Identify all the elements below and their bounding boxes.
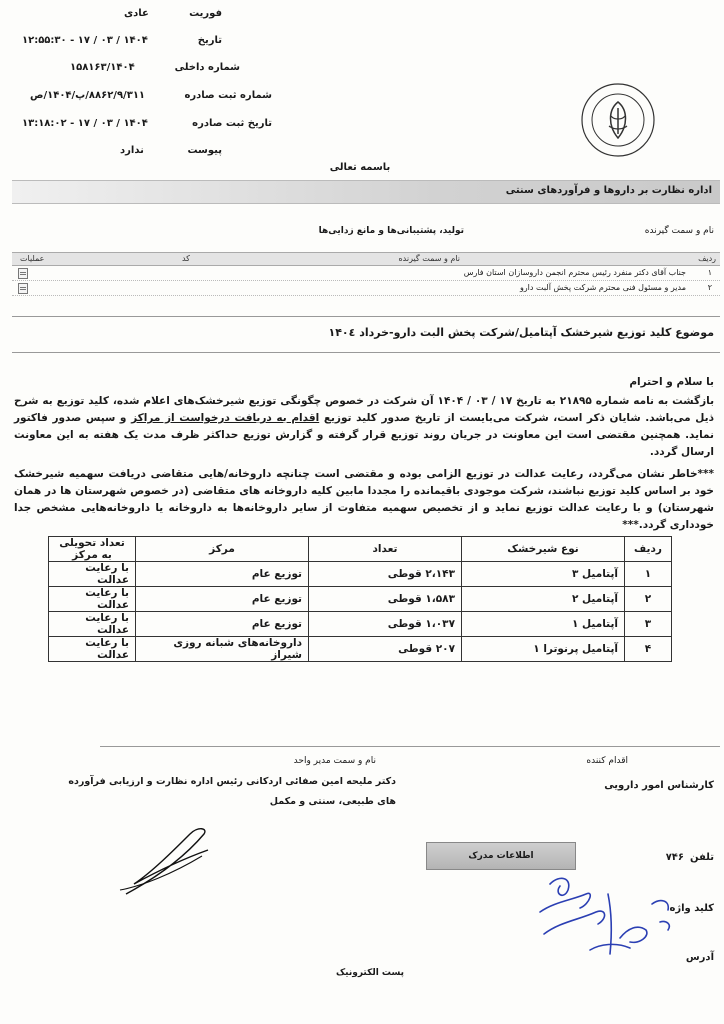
body-paragraph-1: [14, 393, 714, 461]
dist-cell: با رعایت عدالت: [49, 587, 136, 612]
body-paragraph-2: ***خاطر نشان می‌گردد، رعایت عدالت در توزیع الزامی بوده و مقتضی است چنانچه داروخانه/هایی متقاضی دریافت سهمیه شیرخشک خود بر اساس کلید توزیع نباشند، شرکت موجودی باقیمانده را مجددا مابین کلیه داروخانه های متقاضی (در خصوص شهرستان ها در همان شهرستان) و با رعایت عدالت توزیع نماید و از تخصیص سهمیه متفاوت از سایر داروخانه‌ها به داروخانه یا داروخانه‌هایی مشخص جدا خودداری گردد.***: [14, 468, 714, 531]
table-row: [49, 587, 672, 612]
document-icon[interactable]: [18, 283, 28, 294]
dist-header-count: تعداد: [309, 537, 462, 562]
rec-row-num: ۲: [707, 283, 712, 292]
university-logo-icon: [578, 80, 658, 160]
subject: موضوع کلید توزیع شیرخشک آپتامیل/شرکت پخش البت دارو-خرداد ۱۴۰٤: [328, 326, 714, 339]
dist-cell: آپتامیل پرنوترا ۱: [462, 637, 625, 662]
dist-header-center: مرکز: [136, 537, 309, 562]
table-row: [49, 612, 672, 637]
dist-header-type: نوع شیرخشک: [462, 537, 625, 562]
keyword-label: کلید واژه: [669, 903, 714, 914]
rec-row-num: ۱: [707, 268, 712, 277]
rec-header-row: ردیف: [698, 254, 716, 263]
rec-header-ops: عملیات: [20, 254, 45, 263]
date-label: تاریخ: [197, 35, 222, 46]
dist-cell: ۱: [625, 562, 672, 587]
expert-title: کارشناس امور دارویی: [604, 780, 714, 791]
signer-name: دکتر ملیحه امین صفائی اردکانی رئیس اداره نظارت و ارزیابی فرآورده های طبیعی، سنتی و مکمل: [68, 776, 396, 807]
reg-date-value: ۱۴۰۴ / ۰۳ / ۱۷ - ۱۳:۱۸:۰۲: [22, 118, 148, 129]
internal-number-value: ۱۵۸۱۶۳/۱۴۰۴: [70, 62, 135, 73]
address-label: آدرس: [685, 952, 714, 963]
dist-cell: ۳: [625, 612, 672, 637]
dist-cell: داروخانه‌های شبانه روزی شیراز: [136, 637, 309, 662]
dist-cell: آپتامیل ۲: [462, 587, 625, 612]
recipient-value: تولید، پشتیبانی‌ها و مانع زدایی‌ها: [318, 226, 464, 236]
dist-cell: ۱،۰۳۷ قوطی: [309, 612, 462, 637]
dist-cell: توزیع عام: [136, 587, 309, 612]
document-icon[interactable]: [18, 268, 28, 279]
table-row: [12, 266, 720, 281]
recipients-table: [12, 252, 720, 296]
attachment-value: ندارد: [120, 145, 144, 156]
dist-header-delivered: تعداد تحویلی به مرکز: [49, 537, 136, 562]
dist-cell: ۲۰۷ قوطی: [309, 637, 462, 662]
body-p1-start: بازگشت به نامه شماره ۲۱۸۹۵ به تاریخ ۱۷ / ۰۳ / ۱۴۰۴ آن شرکت در خصوص چگونگی توزیع شیرخشک‌های اعلام شده، کلید توزیع به شرح ذیل می‌باشد. شایان ذکر است، شرکت می‌بایست از تاریخ صدور کلید توزیع: [14, 395, 715, 424]
dist-cell: ۲: [625, 587, 672, 612]
dist-cell: ۲،۱۴۳ قوطی: [309, 562, 462, 587]
reg-date-label: تاریخ ثبت صادره: [192, 118, 272, 129]
body-p1-underlined: اقدام به دریافت درخواست از مراکز: [131, 412, 320, 424]
distribution-table-header: [49, 537, 672, 562]
phone-value: ۷۴۶: [665, 852, 684, 863]
department-bar: [12, 180, 720, 204]
urgency-value: عادی: [124, 8, 149, 19]
recipients-table-header: [12, 252, 720, 266]
department-title: اداره نظارت بر داروها و فرآوردهای سنتی: [505, 185, 712, 196]
body-p1-end: و سپس صدور فاکتور نماید. همچنین مقتضی است این معاونت در جریان روند توزیع قرار گرفته و گزارش توزیع حداکثر ظرف مدت یک هفته به این معاونت ارسال گردد.: [14, 412, 714, 458]
dist-cell: آپتامیل ۳: [462, 562, 625, 587]
date-value: ۱۴۰۴ / ۰۳ / ۱۷ - ۱۲:۵۵:۳۰: [22, 35, 148, 46]
distribution-table: [48, 536, 672, 662]
table-row: [12, 281, 720, 296]
dist-cell: با رعایت عدالت: [49, 612, 136, 637]
dist-cell: ۱،۵۸۳ قوطی: [309, 587, 462, 612]
unit-manager-label: نام و سمت مدیر واحد: [293, 756, 376, 766]
action-by-label: اقدام کننده: [586, 756, 628, 766]
dist-cell: آپتامیل ۱: [462, 612, 625, 637]
urgency-label: فوریت: [189, 8, 222, 19]
reg-number-value: ۸۸۶۲/۹/۳۱۱/پ/۱۴۰۴/ص: [30, 90, 146, 101]
dist-cell: ۴: [625, 637, 672, 662]
table-row: [49, 637, 672, 662]
rec-row-name: مدیر و مسئول فنی محترم شرکت پخش آلبت دارو: [519, 283, 686, 292]
signature-icon: [112, 820, 232, 900]
attachment-label: پیوست: [187, 145, 222, 156]
dist-cell: توزیع عام: [136, 612, 309, 637]
dist-header-row: ردیف: [625, 537, 672, 562]
greeting: با سلام و احترام: [629, 376, 714, 388]
dist-cell: توزیع عام: [136, 562, 309, 587]
dist-cell: با رعایت عدالت: [49, 637, 136, 662]
email-label: پست الکترونیک: [335, 968, 404, 978]
rec-header-code: کد: [181, 254, 190, 263]
dist-cell: با رعایت عدالت: [49, 562, 136, 587]
recipient-label: نام و سمت گیرنده: [644, 226, 714, 236]
document-info-button[interactable]: اطلاعات مدرک: [426, 842, 576, 870]
internal-number-label: شماره داخلی: [174, 62, 240, 73]
divider: [100, 746, 720, 747]
salutation-top: باسمه تعالی: [329, 162, 391, 173]
reg-number-label: شماره ثبت صادره: [184, 90, 272, 101]
divider: [12, 316, 720, 317]
divider: [12, 352, 720, 353]
rec-row-name: جناب آقای دکتر منفرد رئیس محترم انجمن داروسازان استان فارس: [463, 268, 686, 277]
rec-header-name: نام و سمت گیرنده: [398, 254, 460, 263]
phone-label: تلفن: [689, 852, 714, 863]
handwritten-note-icon: [520, 864, 690, 974]
table-row: [49, 562, 672, 587]
